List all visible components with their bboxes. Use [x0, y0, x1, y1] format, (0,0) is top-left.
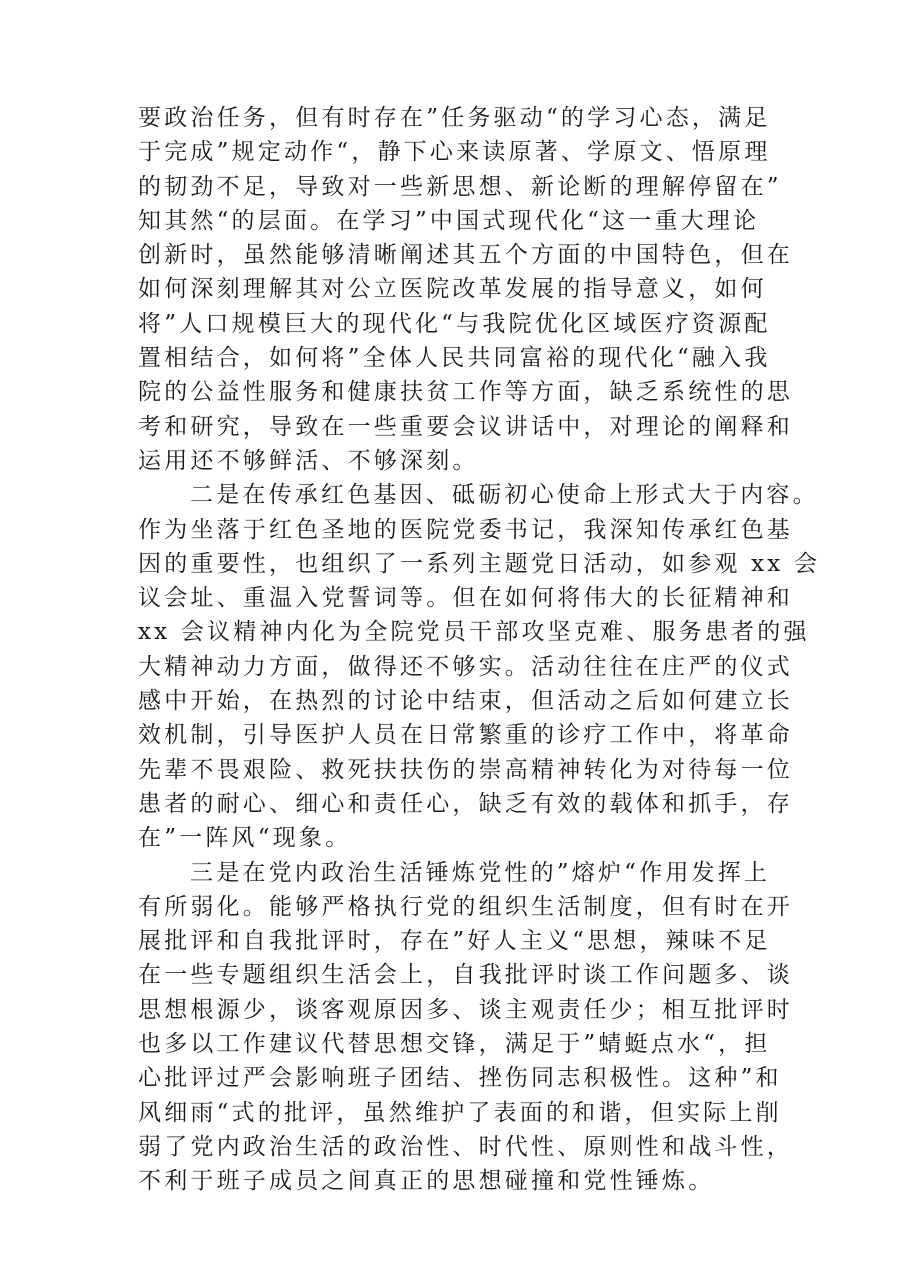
text-line: 置相结合，如何将”全体人民共同富裕的现代化“融入我: [138, 345, 771, 372]
text-line: 作为坐落于红色圣地的医院党委书记，我深知传承红色基: [138, 516, 793, 543]
text-line: 创新时，虽然能够清晰阐述其五个方面的中国特色，但在: [138, 242, 793, 269]
text-line: 运用还不够鲜活、不够深刻。: [138, 447, 479, 474]
text-line: 因的重要性，也组织了一系列主题党日活动，如参观 xx 会: [138, 550, 821, 577]
paragraph-two-heading-line: 二是在传承红色基因、砥砺初心使命上形式大于内容。: [190, 482, 819, 509]
text-line: 于完成”规定动作“，静下心来读原著、学原文、悟原理: [138, 139, 771, 166]
text-line: 感中开始，在热烈的讨论中结束，但活动之后如何建立长: [138, 688, 793, 715]
text-line: 知其然“的层面。在学习”中国式现代化“这一重大理论: [138, 207, 760, 234]
text-line: 考和研究，导致在一些重要会议讲话中，对理论的阐释和: [138, 413, 793, 440]
text-line: 效机制，引导医护人员在日常繁重的诊疗工作中，将革命: [138, 722, 793, 749]
text-line: 院的公益性服务和健康扶贫工作等方面，缺乏系统性的思: [138, 379, 793, 406]
text-line: 将”人口规模巨大的现代化“与我院优化区域医疗资源配: [138, 310, 771, 337]
text-line: xx 会议精神内化为全院党员干部攻坚克难、服务患者的强: [138, 619, 810, 646]
text-line: 思想根源少，谈客观原因多、谈主观责任少；相互批评时: [138, 996, 793, 1023]
text-line: 要政治任务，但有时存在”任务驱动“的学习心态，满足: [138, 105, 771, 131]
text-line: 在”一阵风“现象。: [138, 825, 352, 852]
text-line: 也多以工作建议代替思想交锋，满足于”蜻蜓点水“，担: [138, 1031, 771, 1058]
text-line: 的韧劲不足，导致对一些新思想、新论断的理解停留在”: [138, 173, 782, 200]
paragraph-three-heading-line: 三是在党内政治生活锤炼党性的”熔炉“作用发挥上: [190, 859, 771, 886]
text-line: 患者的耐心、细心和责任心，缺乏有效的载体和抓手，存: [138, 790, 793, 817]
text-line: 有所弱化。能够严格执行党的组织生活制度，但有时在开: [138, 893, 793, 920]
text-line: 展批评和自我批评时，存在”好人主义“思想，辣味不足: [138, 928, 771, 955]
text-line: 心批评过严会影响班子团结、挫伤同志积极性。这种”和: [138, 1065, 782, 1092]
text-line: 不利于班子成员之间真正的思想碰撞和党性锤炼。: [138, 1168, 715, 1195]
text-line: 大精神动力方面，做得还不够实。活动往往在庄严的仪式: [138, 653, 793, 680]
text-line: 弱了党内政治生活的政治性、时代性、原则性和战斗性，: [138, 1133, 793, 1160]
text-line: 议会址、重温入党誓词等。但在如何将伟大的长征精神和: [138, 585, 793, 612]
text-line: 先辈不畏艰险、救死扶扶伤的崇高精神转化为对待每一位: [138, 756, 793, 783]
document-body: [138, 101, 821, 1199]
text-line: 如何深刻理解其对公立医院改革发展的指导意义，如何: [138, 276, 767, 303]
text-line: 风细雨“式的批评，虽然维护了表面的和谐，但实际上削: [138, 1099, 782, 1126]
text-line: 在一些专题组织生活会上，自我批评时谈工作问题多、谈: [138, 962, 793, 989]
